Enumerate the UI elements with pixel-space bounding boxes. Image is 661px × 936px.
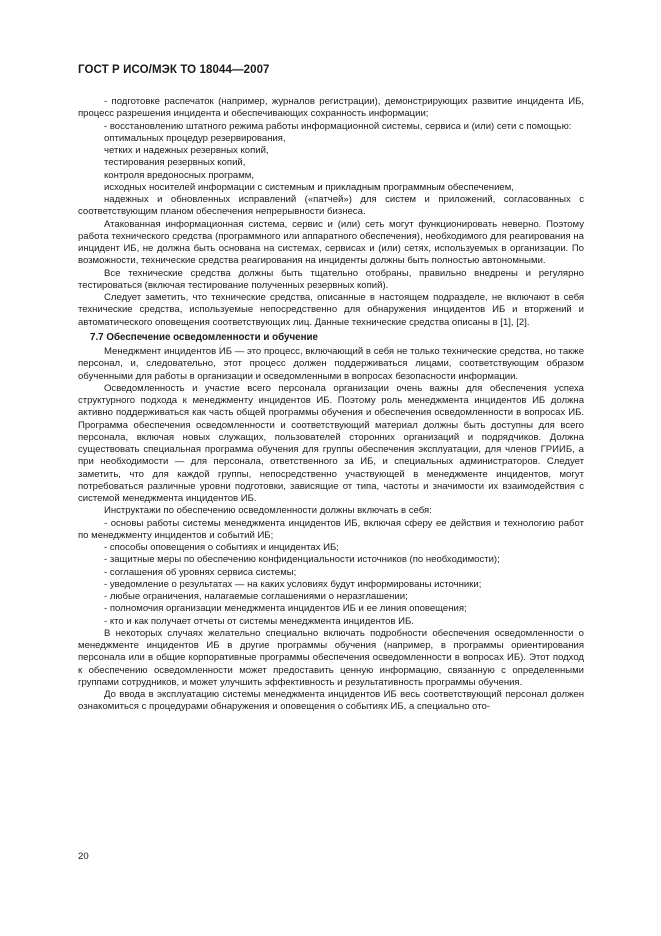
list-item: тестирования резервных копий, bbox=[104, 157, 246, 169]
paragraph: До ввода в эксплуатацию системы менеджмента инцидентов ИБ весь соответствующий персонал должен ознакомиться с процедурами обнаружения и оповещения о событиях ИБ, а специально ото- bbox=[78, 689, 584, 713]
list-item: - уведомление о результатах — на каких условиях будут информированы источники; bbox=[104, 578, 482, 590]
page-number: 20 bbox=[78, 851, 89, 862]
list-item: четких и надежных резервных копий, bbox=[104, 145, 269, 156]
document-header: ГОСТ Р ИСО/МЭК ТО 18044—2007 bbox=[78, 64, 270, 76]
list-item: - защитные меры по обеспечению конфиденциальности источников (по необходимости); bbox=[104, 554, 500, 566]
document-body bbox=[78, 96, 584, 714]
list-item: оптимальных процедур резервирования, bbox=[104, 132, 286, 144]
list-item: - любые ограничения, налагаемые соглашениями о неразглашении; bbox=[104, 591, 408, 602]
paragraph: Следует заметить, что технические средства, описанные в настоящем подразделе, не включают в себя технические средства, используемые непосредственно для обнаружения инцидентов ИБ и вторжений и автоматического оповещения соответствующих лиц. Данные технические средства описаны в [1], [2]. bbox=[78, 292, 584, 328]
list-item: - полномочия организации менеджмента инцидентов ИБ и ее линия оповещения; bbox=[104, 603, 467, 615]
paragraph: Все технические средства должны быть тщательно отобраны, правильно внедрены и регулярно тестироваться (включая тестирование полученных резервных копий). bbox=[78, 267, 584, 291]
paragraph: надежных и обновленных исправлений («патчей») для систем и приложений, согласованных с соответствующим планом обеспечения непрерывности бизнеса. bbox=[78, 194, 584, 218]
section-heading: 7.7 Обеспечение осведомленности и обучение bbox=[90, 331, 318, 343]
paragraph: В некоторых случаях желательно специально включать подробности обеспечения осведомленности о менеджменте инцидентов ИБ в другие программы обучения (например, в программы ориентирования персонала или в общие корпоративные программы обеспечения осведомленности в вопросах ИБ). Этот подход к обеспечению осведомленности может предоставить ценную информацию, связанную с определенными группами сотрудников, и может улучшить эффективность и результативность программы обучения. bbox=[78, 627, 584, 688]
paragraph: - восстановлению штатного режима работы информационной системы, сервиса и (или) сети с помощью: bbox=[104, 120, 572, 132]
list-item: контроля вредоносных программ, bbox=[104, 169, 254, 181]
list-item: исходных носителей информации с системным и прикладным программным обеспечением, bbox=[104, 181, 514, 193]
paragraph: - основы работы системы менеджмента инцидентов ИБ, включая сферу ее действия и технологию работ по менеджменту инцидентов и событий ИБ; bbox=[78, 517, 584, 541]
list-item: - кто и как получает отчеты от системы менеджмента инцидентов ИБ. bbox=[104, 615, 414, 627]
paragraph: Инструктажи по обеспечению осведомленности должны включать в себя: bbox=[104, 505, 432, 517]
paragraph: - подготовке распечаток (например, журналов регистрации), демонстрирующих развитие инцидента ИБ, процесс разрешения инцидента и обеспечивающих сохранность информации; bbox=[78, 96, 584, 120]
paragraph: Атакованная информационная система, сервис и (или) сеть могут функционировать неверно. Поэтому работа технического средства (программного или аппаратного обеспечения), необходимого для реагирования на инцидент ИБ, не должна быть основана на системах, сервисах и (или) сетях, используемых в организации. По возможности, технические средства реагирования на инциденты должны быть полностью автономными. bbox=[78, 218, 584, 267]
paragraph: Менеджмент инцидентов ИБ — это процесс, включающий в себя не только технические средства, но также персонал, и, следовательно, этот процесс должен поддерживаться лицами, соответствующим образом обученными для работы в организации и осведомленными в вопросах безопасности информации. bbox=[78, 346, 584, 382]
list-item: - способы оповещения о событиях и инцидентах ИБ; bbox=[104, 542, 339, 553]
paragraph: Осведомленность и участие всего персонала организации очень важны для обеспечения успеха структурного подхода к менеджменту инцидентов ИБ. Поэтому роль менеджмента инцидентов ИБ должна активно поддерживаться как часть общей программы обучения и обеспечения осведомленности в вопросах ИБ. Программа обеспечения осведомленности и соответствующий материал должны быть доступны для всего персонала, включая новых служащих, пользователей сторонних организаций и подрядчиков. Должна существовать специальная программа обучения для группы обеспечения эксплуатации, для членов ГРИИБ, а при необходимости — для персонала, ответственного за ИБ, и специальных администраторов. Следует заметить, что для каждой группы, непосредственно участвующей в менеджменте инцидентов, могут потребоваться различные уровни подготовки, зависящие от типа, частоты и значимости их взаимодействия с системой менеджмента инцидентов ИБ. bbox=[78, 382, 584, 504]
list-item: - соглашения об уровнях сервиса системы; bbox=[104, 566, 297, 578]
